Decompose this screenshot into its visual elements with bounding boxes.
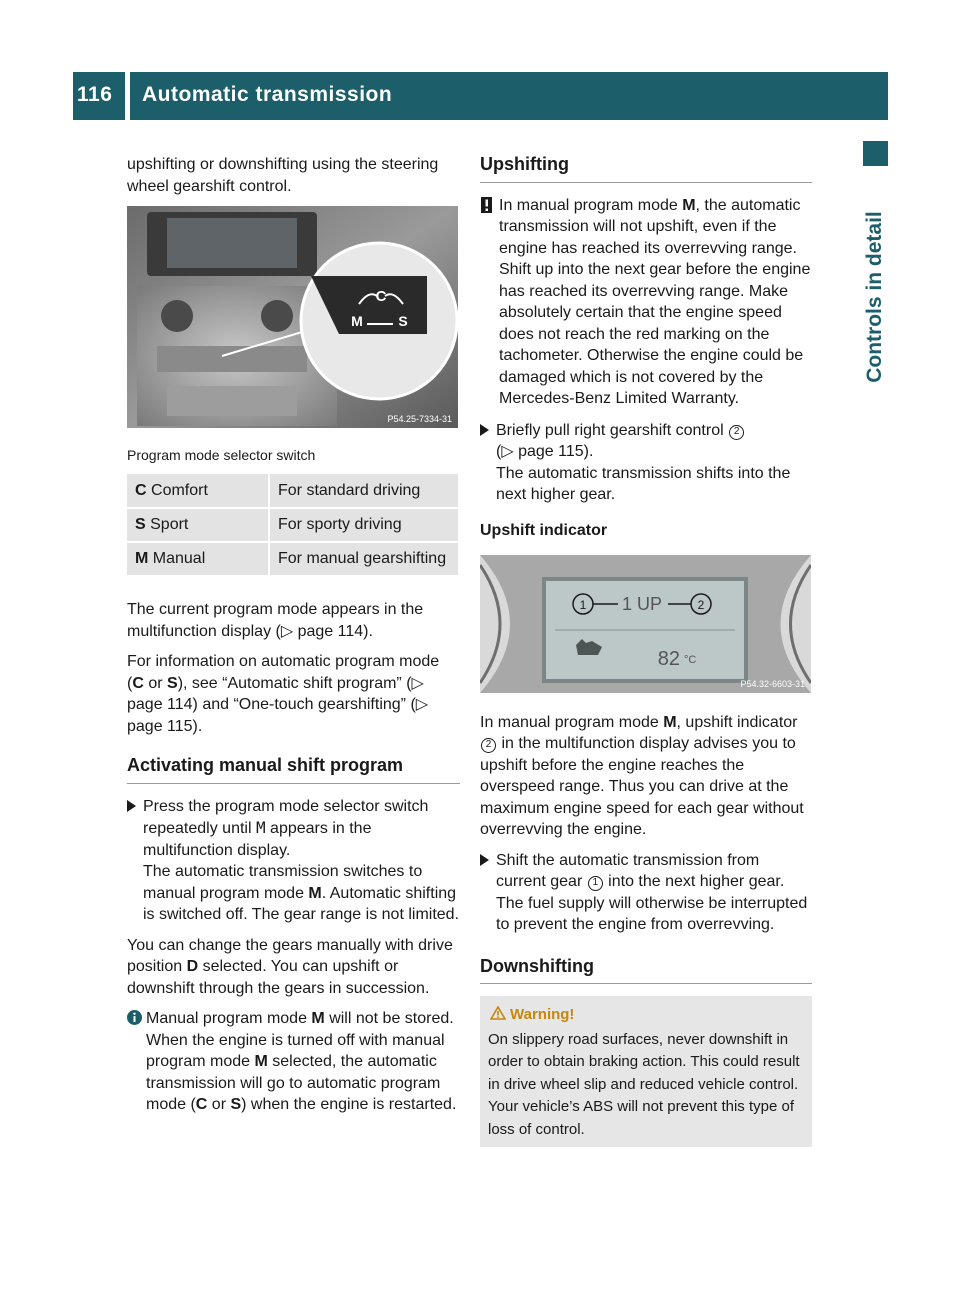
warning-title: Warning!	[510, 1006, 575, 1023]
callout-1: 1	[588, 876, 603, 891]
section-title-bar	[130, 72, 888, 120]
step-shift-higher: Shift the automatic transmission from current gear 1 into the next higher gear. The fuel supply will otherwise be interrupted to prevent the engine from overrevving.	[480, 850, 812, 936]
left-column	[127, 154, 460, 1125]
badge-c: C	[375, 288, 387, 305]
selector-switch-photo	[127, 206, 460, 435]
page-ref-arrow: ▷	[411, 674, 424, 692]
step-arrow-icon	[480, 854, 489, 866]
mode-display-paragraph: The current program mode appears in the multifunction display (▷ page 114).	[127, 601, 424, 640]
figure-caption: Program mode selector switch	[127, 446, 316, 463]
intro-text: upshifting or downshifting using the steering wheel gearshift control.	[127, 156, 439, 195]
callout-2: 2	[729, 425, 744, 440]
info-note: Manual program mode M will not be stored. When the engine is turned off with manual program mode M selected, the automatic transmission will go to automatic program mode (C or S) when the engine is restarted.	[127, 1008, 460, 1116]
automatic-program-paragraph: For information on automatic program mode (C or S), see “Automatic shift program” (▷ page 114) and “One-touch gearshifting” (▷ page 115).	[127, 653, 440, 735]
page-ref[interactable]: page 114).	[297, 622, 373, 640]
image-code: P54.25-7334-31	[387, 414, 452, 424]
drive-position-paragraph: You can change the gears manually with drive position D selected. You can upshift or downshift through the gears in succession.	[127, 936, 453, 997]
table-row	[127, 542, 458, 576]
mode-desc: For standard driving	[269, 474, 458, 508]
activating-heading: Activating manual shift program	[127, 755, 460, 784]
caution-note: In manual program mode M, the automatic transmission will not upshift, even if the engine has reached its overrevving range. Shift up into the next gear before the engine has reached its overrevving range. Make absolutely certain that the engine speed does not reach the red marking on the tachometer. Otherwise the engine could be damaged which is not covered by the Mercedes-Benz Limited Warranty.	[480, 195, 812, 410]
page-ref[interactable]: page 114) and “One-touch gearshifting” (	[127, 696, 416, 713]
mode-name: Comfort	[151, 481, 208, 499]
warning-box	[480, 996, 812, 1147]
table-row	[127, 474, 458, 508]
mode-desc: For manual gearshifting	[269, 542, 458, 576]
page-ref[interactable]: page 115).	[127, 717, 203, 735]
mode-key: S	[135, 516, 146, 534]
page-ref-arrow: ▷	[415, 696, 429, 713]
table-row	[127, 508, 458, 542]
page-ref-arrow: ▷	[280, 622, 298, 640]
caution-icon	[480, 197, 494, 213]
badge-m: M	[351, 313, 363, 329]
callout-1: 1	[579, 598, 587, 612]
callout-2: 2	[697, 598, 705, 612]
warning-text: On slippery road surfaces, never downshift in order to obtain braking action. This could result in drive wheel slip and reduced vehicle control. Your vehicle’s ABS will not prevent this type of loss of control.	[488, 1030, 800, 1138]
step-arrow-icon	[127, 800, 136, 812]
step-press-selector: Press the program mode selector switch repeatedly until M appears in the multifunction display. The automatic transmission switches to manual program mode M. Automatic shifting is switched off. The gear range is not limited.	[127, 796, 460, 926]
mode-key: M	[135, 550, 149, 568]
display-temperature: 82	[657, 648, 680, 670]
mode-desc: For sporty driving	[269, 508, 458, 542]
mode-key: C	[135, 481, 147, 499]
upshifting-heading: Upshifting	[480, 154, 812, 183]
page-ref-arrow: ▷	[501, 443, 519, 460]
upshift-indicator-photo	[480, 555, 812, 700]
callout-2: 2	[481, 738, 496, 753]
page-ref[interactable]: page 115).	[518, 443, 594, 460]
upshift-indicator-heading: Upshift indicator	[480, 521, 608, 539]
upshift-indicator-paragraph: In manual program mode M, upshift indicator 2 in the multifunction display advises you to upshift before the engine reaches the overspeed range. Thus you can drive at the maximum engine speed for each gear without overrevving the engine.	[480, 713, 804, 838]
downshifting-heading: Downshifting	[480, 956, 812, 985]
upshift-indicator-illustration	[480, 555, 811, 693]
step-pull-gearshift: Briefly pull right gearshift control 2 (▷ page 115). The automatic transmission shifts into the next higher gear.	[480, 420, 812, 506]
display-temp-unit: °C	[684, 654, 697, 666]
page-number: 116	[77, 83, 113, 106]
side-tab-label: Controls in detail	[863, 211, 886, 383]
step-arrow-icon	[480, 424, 489, 436]
right-column	[480, 154, 812, 1147]
selector-switch-illustration	[127, 206, 458, 428]
mode-name: Sport	[150, 516, 189, 534]
section-title: Automatic transmission	[142, 83, 393, 106]
mode-name: Manual	[152, 550, 206, 568]
display-upshift-text: 1 UP	[621, 594, 663, 614]
mode-table	[127, 474, 458, 577]
image-code: P54.32-6603-31	[740, 679, 805, 689]
warning-icon	[490, 1006, 506, 1020]
info-icon	[127, 1010, 142, 1025]
badge-s: S	[398, 313, 408, 329]
page-number-box	[73, 72, 125, 120]
